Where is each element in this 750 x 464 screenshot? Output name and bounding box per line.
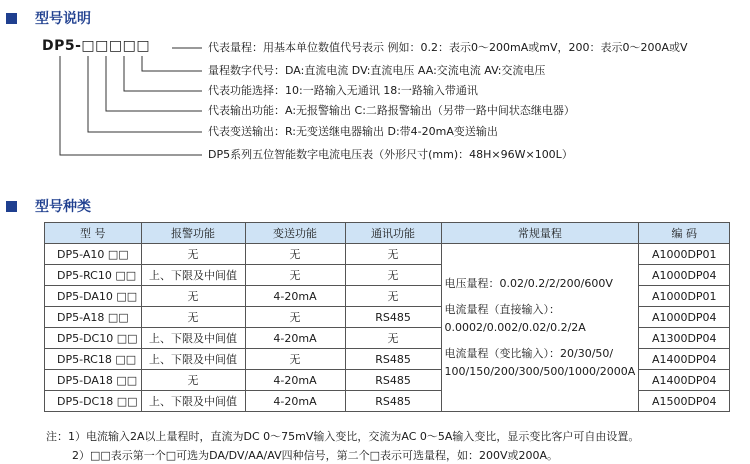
cell-model: DP5-DA18 □□	[45, 370, 142, 391]
cell-transmit: 无	[245, 244, 345, 265]
cell-comm: RS485	[345, 349, 441, 370]
cell-alarm: 上、下限及中间值	[141, 391, 245, 412]
cell-alarm: 上、下限及中间值	[141, 328, 245, 349]
range-line	[445, 337, 636, 345]
note-1: 注：1）电流输入2A以上量程时，直流为DC 0～75mV输入变比，交流为AC 0～5A输入变比，显示变比客户可自由设置。	[46, 430, 640, 443]
table-header-row	[45, 223, 730, 244]
cell-alarm: 无	[141, 307, 245, 328]
cell-alarm: 上、下限及中间值	[141, 349, 245, 370]
header-model: 型 号	[45, 223, 142, 244]
cell-alarm: 无	[141, 286, 245, 307]
range-line: 0.0002/0.002/0.02/0.2/2A	[444, 320, 586, 334]
cell-model: DP5-A18 □□	[45, 307, 142, 328]
range-line: 电压量程：0.02/0.2/2/200/600V	[444, 276, 613, 290]
cell-transmit: 4-20mA	[245, 391, 345, 412]
header-alarm: 报警功能	[141, 223, 245, 244]
cell-comm: RS485	[345, 307, 441, 328]
cell-model: DP5-DA10 □□	[45, 286, 142, 307]
cell-transmit: 4-20mA	[245, 370, 345, 391]
code-description-range: 代表量程：用基本单位数值代号表示 例如：0.2：表示0～200mA或mV，200：表示0～200A或V	[208, 41, 688, 54]
cell-code: A1400DP04	[639, 349, 730, 370]
cell-code: A1400DP04	[639, 370, 730, 391]
cell-alarm: 无	[141, 244, 245, 265]
cell-code: A1000DP01	[639, 244, 730, 265]
cell-transmit: 4-20mA	[245, 328, 345, 349]
table-row	[45, 244, 730, 265]
section-heading-model-types	[6, 196, 91, 216]
cell-alarm: 上、下限及中间值	[141, 265, 245, 286]
model-code: DP5-□□□□□	[42, 38, 151, 54]
header-code: 编 码	[639, 223, 730, 244]
section-title: 型号种类	[35, 199, 91, 215]
cell-comm: 无	[345, 286, 441, 307]
cell-transmit: 无	[245, 349, 345, 370]
cell-code: A1000DP04	[639, 265, 730, 286]
cell-comm: 无	[345, 328, 441, 349]
cell-code: A1000DP01	[639, 286, 730, 307]
cell-model: DP5-RC10 □□	[45, 265, 142, 286]
cell-model: DP5-DC18 □□	[45, 391, 142, 412]
code-description-series: DP5系列五位智能数字电流电压表（外形尺寸(mm)：48H×96W×100L）	[208, 148, 573, 161]
cell-code: A1300DP04	[639, 328, 730, 349]
cell-code: A1000DP04	[639, 307, 730, 328]
cell-model: DP5-DC10 □□	[45, 328, 142, 349]
cell-code: A1500DP04	[639, 391, 730, 412]
range-line: 100/150/200/300/500/1000/2000A	[444, 364, 636, 378]
range-line: 电流量程（变比输入）：20/30/50/	[444, 346, 614, 360]
cell-transmit: 无	[245, 307, 345, 328]
range-line: 电流量程（直接输入）：	[444, 302, 561, 316]
header-range: 常规量程	[441, 223, 639, 244]
header-comm: 通讯功能	[345, 223, 441, 244]
cell-comm: RS485	[345, 370, 441, 391]
model-types-table	[44, 222, 730, 412]
cell-comm: 无	[345, 244, 441, 265]
code-description-range-code: 量程数字代号：DA:直流电流 DV:直流电压 AA:交流电流 AV:交流电压	[208, 64, 546, 77]
range-line	[445, 293, 636, 301]
code-description-transmit: 代表变送输出：R:无变送继电器输出 D:带4-20mA变送输出	[208, 125, 498, 138]
header-transmit: 变送功能	[245, 223, 345, 244]
cell-model: DP5-RC18 □□	[45, 349, 142, 370]
cell-comm: RS485	[345, 391, 441, 412]
section-title: 型号说明	[35, 11, 91, 27]
cell-transmit: 4-20mA	[245, 286, 345, 307]
cell-transmit: 无	[245, 265, 345, 286]
code-description-function: 代表功能选择：10:一路输入无通讯 18:一路输入带通讯	[208, 84, 478, 97]
model-code-diagram	[0, 0, 750, 180]
cell-range	[441, 244, 639, 412]
code-description-output: 代表输出功能：A:无报警输出 C:二路报警输出（另带一路中间状态继电器）	[208, 104, 575, 117]
note-2: 2）□□表示第一个□可选为DA/DV/AA/AV四种信号，第二个□表示可选量程，如：200V或200A。	[72, 449, 559, 462]
cell-comm: 无	[345, 265, 441, 286]
square-bullet-icon	[6, 201, 17, 212]
cell-model: DP5-A10 □□	[45, 244, 142, 265]
cell-alarm: 无	[141, 370, 245, 391]
